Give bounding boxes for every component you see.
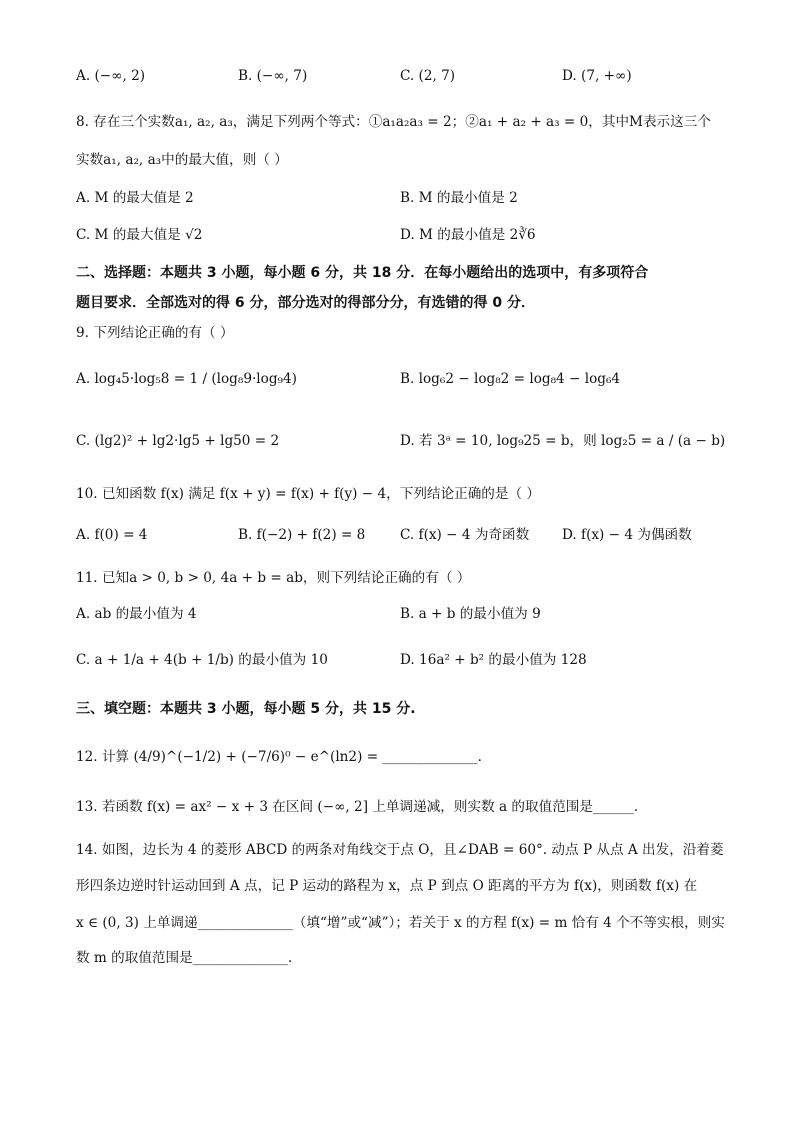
q10-option-c: C. f(x) − 4 为奇函数 — [400, 527, 530, 543]
q8-stem-line1: 8. 存在三个实数a₁, a₂, a₃，满足下列两个等式：①a₁a₂a₃ = 2；②a₁ + a₂ + a₃ = 0，其中M表示这三个 — [76, 114, 711, 130]
q11-option-b: B. a + b 的最小值为 9 — [400, 606, 541, 622]
q13-stem: 13. 若函数 f(x) = ax² − x + 3 在区间 (−∞, 2] 上单调递减，则实数 a 的取值范围是______. — [76, 799, 639, 815]
q11-stem: 11. 已知a > 0, b > 0, 4a + b = ab，则下列结论正确的有（ ） — [76, 570, 471, 586]
q9-option-c: C. (lg2)² + lg2·lg5 + lg50 = 2 — [76, 433, 280, 449]
q9-option-d: D. 若 3ᵃ = 10, log₉25 = b，则 log₂5 = a / (a − b) — [400, 433, 726, 449]
section-2-instructions: 题目要求．全部选对的得 6 分，部分选对的得部分分，有选错的得 0 分． — [76, 295, 535, 311]
section-2-heading: 二、选择题：本题共 3 小题，每小题 6 分，共 18 分．在每小题给出的选项中，有多项符合 — [76, 265, 649, 281]
q14-line4: 数 m 的取值范围是______________. — [76, 950, 293, 966]
q8-option-d: D. M 的最小值是 2∛6 — [400, 227, 536, 243]
q14-line2: 形四条边逆时针运动回到 A 点，记 P 运动的路程为 x，点 P 到点 O 距离的平方为 f(x)，则函数 f(x) 在 — [76, 878, 698, 894]
q14-line1: 14. 如图，边长为 4 的菱形 ABCD 的两条对角线交于点 O，且∠DAB = 60°. 动点 P 从点 A 出发，沿着菱 — [76, 842, 724, 858]
q11-option-d: D. 16a² + b² 的最小值为 128 — [400, 652, 587, 668]
q10-stem: 10. 已知函数 f(x) 满足 f(x + y) = f(x) + f(y) − 4，下列结论正确的是（ ） — [76, 486, 541, 502]
q8-stem-line2: 实数a₁, a₂, a₃中的最大值，则（ ） — [76, 152, 288, 168]
q10-option-a: A. f(0) = 4 — [76, 527, 148, 543]
q9-option-a: A. log₄5·log₅8 = 1 / (log₈9·log₉4) — [76, 371, 297, 387]
q7-option-b: B. (−∞, 7) — [238, 68, 308, 84]
q14-line3: x ∈ (0, 3) 上单调递______________（填“增”或“减”）；若关于 x 的方程 f(x) = m 恰有 4 个不等实根，则实 — [76, 915, 725, 931]
q11-option-a: A. ab 的最小值为 4 — [76, 606, 197, 622]
q11-option-c: C. a + 1/a + 4(b + 1/b) 的最小值为 10 — [76, 652, 328, 668]
q9-stem: 9. 下列结论正确的有（ ） — [76, 325, 234, 341]
q9-option-b: B. log₆2 − log₈2 = log₈4 − log₆4 — [400, 371, 621, 387]
q7-option-c: C. (2, 7) — [400, 68, 456, 84]
q7-option-a: A. (−∞, 2) — [76, 68, 146, 84]
section-3-heading: 三、填空题：本题共 3 小题，每小题 5 分，共 15 分. — [76, 701, 416, 717]
q10-option-b: B. f(−2) + f(2) = 8 — [238, 527, 366, 543]
q7-option-d: D. (7, +∞) — [562, 68, 632, 84]
q10-option-d: D. f(x) − 4 为偶函数 — [562, 527, 692, 543]
q8-option-b: B. M 的最小值是 2 — [400, 190, 518, 206]
q8-option-c: C. M 的最大值是 √2 — [76, 227, 203, 243]
q12-stem: 12. 计算 (4/9)^(−1/2) + (−7/6)⁰ − e^(ln2) = ______________. — [76, 749, 482, 765]
q8-option-a: A. M 的最大值是 2 — [76, 190, 194, 206]
